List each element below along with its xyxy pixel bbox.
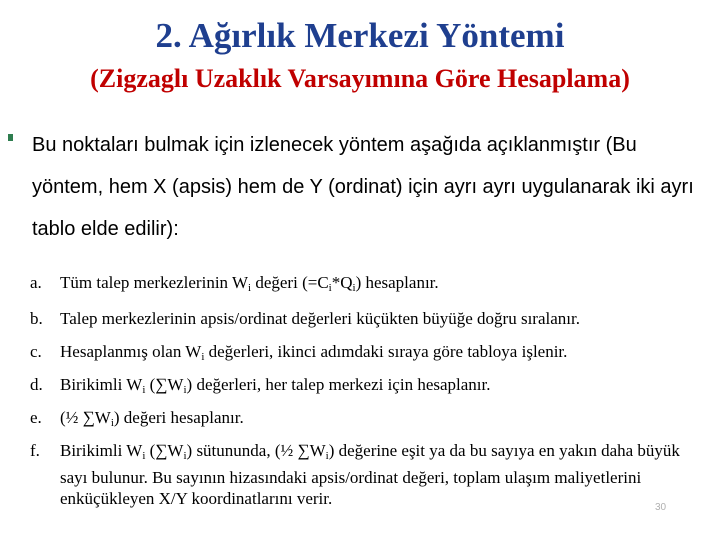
step-b-text: Talep merkezlerinin apsis/ordinat değerleri küçükten büyüğe doğru sıralanır. xyxy=(60,309,580,328)
bullet-marker xyxy=(8,134,13,141)
step-a xyxy=(30,272,690,299)
slide-title: 2. Ağırlık Merkezi Yöntemi xyxy=(155,16,565,55)
step-b xyxy=(30,308,580,329)
step-c-text: Hesaplanmış olan $W_i$ değerleri, ikinci adımdaki sıraya göre tabloya işlenir. xyxy=(60,342,568,363)
page-number: 30 xyxy=(655,502,667,513)
step-a-letter: a. xyxy=(30,273,42,292)
step-c xyxy=(30,341,567,368)
slide-subtitle: (Zigzaglı Uzaklık Varsayımına Göre Hesaplama) xyxy=(90,64,630,93)
step-f-letter: f. xyxy=(30,441,40,460)
step-d-text: Birikimli $W_i$ $(\sum W_i)$ değerleri, her talep merkezi için hesaplanır. xyxy=(60,375,491,396)
step-e xyxy=(30,407,244,434)
step-d xyxy=(30,374,491,401)
step-e-letter: e. xyxy=(30,408,42,427)
step-e-text: (½ $\sum W_i$) değeri hesaplanır. xyxy=(60,408,244,429)
step-d-letter: d. xyxy=(30,375,43,394)
step-b-letter: b. xyxy=(30,309,43,328)
intro-paragraph: Bu noktaları bulmak için izlenecek yöntem aşağıda açıklanmıştır (Bu yöntem, hem X (apsis) hem de Y (ordinat) için ayrı ayrı uygulanarak iki ayrı tablo elde edilir): xyxy=(32,134,694,240)
step-c-letter: c. xyxy=(30,342,42,361)
step-f-text: Birikimli $W_i$ $(\sum W_i)$ sütununda, (½ $\sum W_i$) değerine eşit ya da bu sayıya en yakın daha büyük sayı bulunur. Bu sayının hizasındaki apsis/ordinat değeri, toplam ulaşım maliyetlerini enküçükleyen X/Y koordinatlarını verir. xyxy=(60,441,680,508)
step-a-text: Tüm talep merkezlerinin $W_i$ değeri $(=C_i*Q_i)$ hesaplanır. xyxy=(60,273,439,294)
step-f xyxy=(30,440,710,509)
